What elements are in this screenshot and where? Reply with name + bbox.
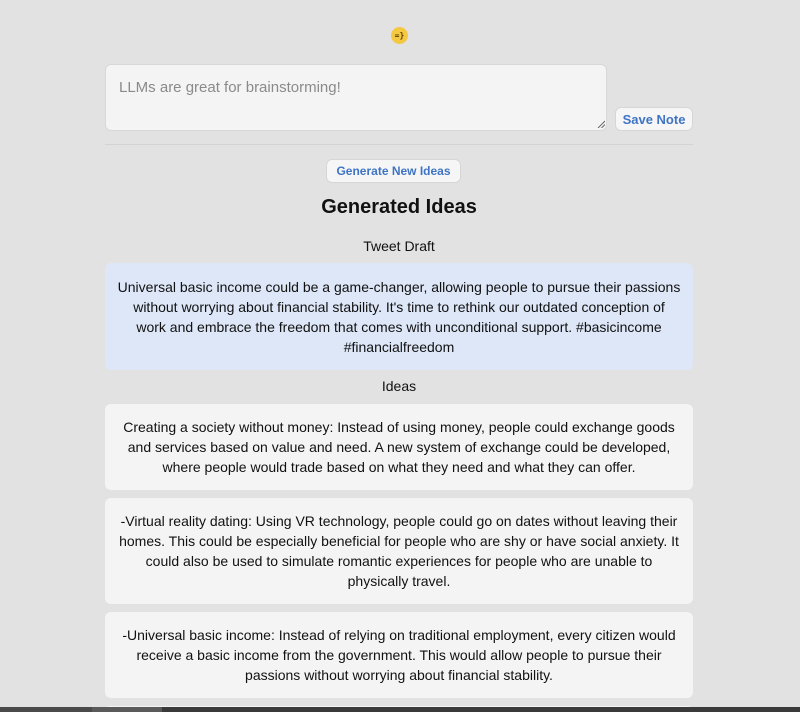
idea-text: Creating a society without money: Instead of using money, people could exchange goods and services based on value and need. A new system of exchange could be developed, where people would trade based on what they need and what they can offer. — [123, 419, 675, 475]
divider — [105, 144, 693, 145]
logo-icon: =} — [391, 27, 408, 44]
note-composer — [105, 64, 693, 132]
save-note-button[interactable]: Save Note — [615, 107, 693, 131]
generated-ideas-title: Generated Ideas — [321, 196, 477, 218]
idea-text: -Virtual reality dating: Using VR technology, people could go on dates without leaving their homes. This could be especially beneficial for people who are shy or have social anxiety. It could also be used to simulate romantic experiences for people who are unable to physically travel. — [119, 513, 679, 589]
tweet-draft-text: Universal basic income could be a game-changer, allowing people to pursue their passions without worrying about financial stability. It's time to rethink our outdated conception of work and embrace the freedom that comes with unconditional support. #basicincome #financialfreedom — [117, 278, 681, 355]
idea-text: -Universal basic income: Instead of relying on traditional employment, every citizen would receive a basic income from the government. This would allow people to pursue their passions without worrying about financial stability. — [122, 627, 676, 683]
tweet-draft-card — [105, 263, 693, 370]
taskbar — [0, 707, 800, 712]
idea-card — [105, 498, 693, 604]
ideas-label: Ideas — [381, 378, 417, 394]
note-textarea[interactable] — [105, 64, 607, 131]
idea-card — [105, 612, 693, 698]
resize-grip-icon[interactable] — [597, 120, 605, 128]
taskbar-segment — [92, 707, 162, 712]
taskbar-segment — [0, 707, 92, 712]
idea-card — [105, 404, 693, 490]
generate-ideas-button[interactable]: Generate New Ideas — [326, 159, 461, 183]
tweet-draft-label: Tweet Draft — [363, 238, 435, 254]
